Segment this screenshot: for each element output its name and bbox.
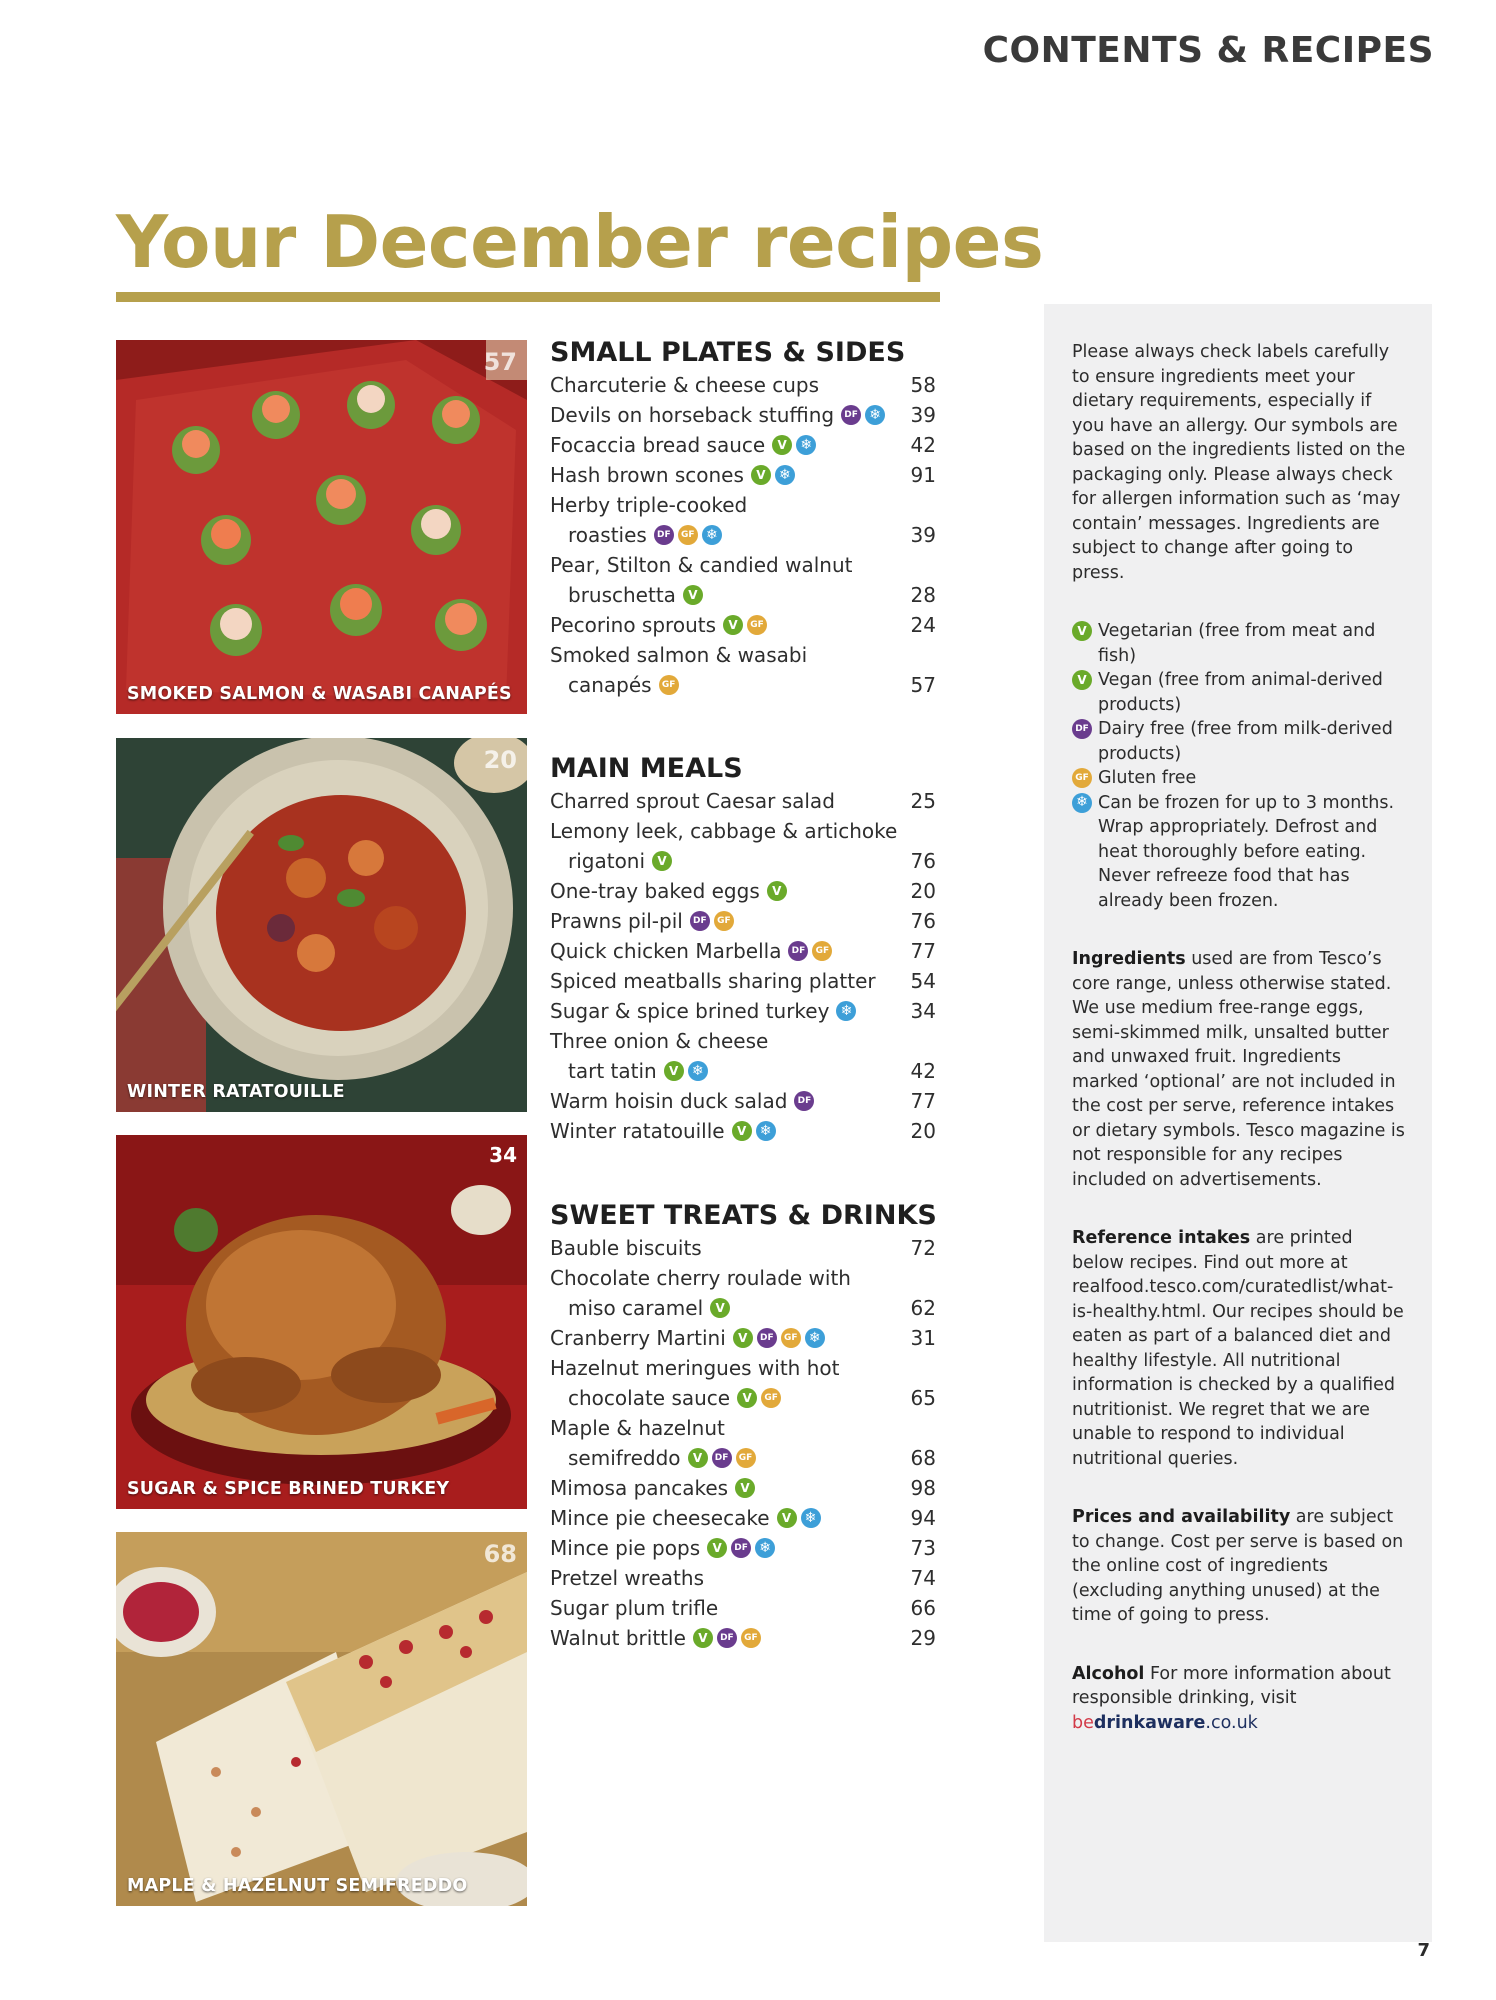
recipe-name (550, 906, 734, 936)
recipe-page-number: 76 (910, 849, 936, 873)
title-rule (116, 292, 940, 302)
recipe-entry[interactable] (550, 1116, 936, 1146)
vegetarian-icon: V (767, 881, 787, 901)
prices-text: are subject to change. Cost per serve is based on the online cost of ingredients (excluding anything unused) at the time of going to press. (1072, 1507, 1404, 1625)
recipe-page-number: 29 (910, 1626, 936, 1650)
snowflake-icon: ❄ (702, 525, 722, 545)
recipe-page-number: 94 (910, 1506, 936, 1530)
section-heading: MAIN MEALS (550, 753, 743, 784)
vegetarian-icon: V (732, 1121, 752, 1141)
recipe-entry[interactable] (550, 1593, 936, 1623)
recipe-name (550, 430, 816, 460)
recipe-entry[interactable] (550, 966, 936, 996)
recipe-entry[interactable] (550, 1086, 936, 1116)
recipe-entry[interactable] (550, 906, 936, 936)
snowflake-icon: ❄ (801, 1508, 821, 1528)
section-sweet-treats-drinks (550, 1199, 936, 1653)
recipe-page-number: 42 (910, 433, 936, 457)
ingredients-note (1072, 947, 1408, 1192)
recipe-page-number: 77 (910, 1089, 936, 1113)
recipe-name (550, 460, 795, 490)
vegetarian-icon: V (683, 585, 703, 605)
vegetarian-icon: V (737, 1388, 757, 1408)
snowflake-icon: ❄ (865, 405, 885, 425)
gluten-free-icon: GF (781, 1328, 801, 1348)
canapes-illustration (116, 340, 527, 714)
section-label: CONTENTS & RECIPES (982, 30, 1434, 71)
gluten-free-icon: GF (741, 1628, 761, 1648)
recipe-name (550, 1323, 825, 1353)
recipe-name-line: Sugar plum trifle (550, 1596, 719, 1620)
recipe-name-line: Charred sprout Caesar salad (550, 789, 835, 813)
photo-page-number: 68 (483, 1540, 517, 1568)
recipe-name-line: Herby triple-cooked (550, 493, 748, 517)
recipe-name (550, 1503, 821, 1533)
recipe-page-number: 68 (910, 1446, 936, 1470)
recipe-page-number: 62 (910, 1296, 936, 1320)
recipe-name-line: Cranberry Martini (550, 1326, 726, 1350)
dairy-free-icon: DF (712, 1448, 732, 1468)
recipe-entry[interactable] (550, 1563, 936, 1593)
legend-dairy-free (1072, 717, 1408, 766)
recipe-name-line: Smoked salmon & wasabi (550, 643, 808, 667)
vegetarian-icon: V (772, 435, 792, 455)
recipe-page-number: 73 (910, 1536, 936, 1560)
recipe-name-line: Maple & hazelnut (550, 1416, 725, 1440)
recipe-entry[interactable] (550, 550, 936, 610)
recipe-name-line: Winter ratatouille (550, 1119, 725, 1143)
recipe-name-line: Charcuterie & cheese cups (550, 373, 820, 397)
recipe-page-number: 58 (910, 373, 936, 397)
recipe-name (550, 1623, 761, 1653)
recipe-name-line: miso caramel (568, 1296, 704, 1320)
recipe-name (550, 786, 835, 816)
recipe-page-number: 66 (910, 1596, 936, 1620)
allergy-notice: Please always check labels carefully to ensure ingredients meet your dietary requirements, especially if you have an allergy. Our symbols are based on the ingredients listed on the packaging only. Please always check for allergen information such as ‘may contain’ messages. Ingredients are subject to change after going to press. (1072, 342, 1406, 583)
recipe-page-number: 20 (910, 879, 936, 903)
recipe-entry[interactable] (550, 370, 936, 400)
recipe-name-line: Devils on horseback stuffing (550, 403, 835, 427)
legend-freezable (1072, 791, 1408, 914)
turkey-illustration (116, 1135, 527, 1509)
recipe-page-number: 25 (910, 789, 936, 813)
recipe-name (550, 1263, 851, 1323)
info-panel (1044, 304, 1432, 1942)
recipe-name-line: Three onion & cheese (550, 1029, 769, 1053)
vegetarian-icon: V (652, 851, 672, 871)
snowflake-icon: ❄ (775, 465, 795, 485)
recipe-name (550, 1413, 756, 1473)
recipe-name-line: Chocolate cherry roulade with (550, 1266, 851, 1290)
recipe-name (550, 610, 767, 640)
legend-gluten-free (1072, 766, 1408, 791)
recipe-page-number: 76 (910, 909, 936, 933)
recipe-entry[interactable] (550, 1473, 936, 1503)
recipe-name (550, 1593, 718, 1623)
recipe-name-line: Mimosa pancakes (550, 1476, 729, 1500)
recipe-name-line: Hash brown scones (550, 463, 744, 487)
drinkaware-name: drinkaware (1093, 1712, 1206, 1733)
recipe-entry[interactable] (550, 1026, 936, 1086)
recipe-entry[interactable] (550, 1323, 936, 1353)
gluten-free-icon: GF (761, 1388, 781, 1408)
recipe-name (550, 640, 807, 700)
alcohol-text: For more information about responsible drinking, visit (1072, 1663, 1391, 1708)
recipe-entry[interactable] (550, 1503, 936, 1533)
recipe-page-number: 57 (910, 673, 936, 697)
recipe-entry[interactable] (550, 400, 936, 430)
snowflake-icon: ❄ (756, 1121, 776, 1141)
recipe-page-number: 34 (910, 999, 936, 1023)
legend-text: Dairy free (free from milk-derived products) (1098, 719, 1393, 764)
recipe-page-number: 39 (910, 403, 936, 427)
recipe-entry[interactable] (550, 1413, 936, 1473)
dairy-free-icon: DF (717, 1628, 737, 1648)
vegan-icon: V (693, 1628, 713, 1648)
vegan-icon: V (733, 1328, 753, 1348)
gluten-free-icon: GF (678, 525, 698, 545)
recipe-name-line: Hazelnut meringues with hot (550, 1356, 840, 1380)
dairy-free-icon: DF (731, 1538, 751, 1558)
legend-text: Vegan (free from animal-derived products) (1098, 670, 1383, 715)
recipe-entry[interactable] (550, 490, 936, 550)
recipe-page-number: 65 (910, 1386, 936, 1410)
dairy-free-icon: DF (788, 941, 808, 961)
recipe-name-line: canapés (568, 673, 652, 697)
symbol-legend (1072, 619, 1408, 913)
recipe-name-line: Pecorino sprouts (550, 613, 717, 637)
recipe-name (550, 1086, 814, 1116)
recipe-name-line: Warm hoisin duck salad (550, 1089, 788, 1113)
photo-page-number: 20 (483, 746, 517, 774)
snowflake-icon: ❄ (1072, 793, 1092, 813)
drinkaware-link[interactable] (1072, 1711, 1408, 1736)
recipe-name-line: Sugar & spice brined turkey (550, 999, 830, 1023)
recipe-page-number: 72 (910, 1236, 936, 1260)
recipe-name-line: chocolate sauce (568, 1386, 731, 1410)
recipe-name (550, 1233, 702, 1263)
legend-text: Vegetarian (free from meat and fish) (1098, 621, 1376, 666)
recipe-entry[interactable] (550, 610, 936, 640)
vegetarian-icon: V (707, 1538, 727, 1558)
recipe-name (550, 400, 885, 430)
page-title: Your December recipes (116, 200, 1044, 284)
photo-caption: SUGAR & SPICE BRINED TURKEY (127, 1479, 450, 1499)
recipe-entry[interactable] (550, 460, 936, 490)
recipe-name-line: tart tatin (568, 1059, 657, 1083)
recipe-page-number: 91 (910, 463, 936, 487)
dairy-free-icon: DF (794, 1091, 814, 1111)
alcohol-label: Alcohol (1072, 1663, 1145, 1684)
recipe-name-line: Quick chicken Marbella (550, 939, 782, 963)
recipe-entry[interactable] (550, 1533, 936, 1563)
snowflake-icon: ❄ (796, 435, 816, 455)
alcohol-note (1072, 1662, 1408, 1711)
prices-label: Prices and availability (1072, 1507, 1291, 1527)
page-number: 7 (1417, 1940, 1430, 1961)
section-small-plates-sides (550, 336, 936, 700)
recipe-entry[interactable] (550, 430, 936, 460)
reference-intakes-note (1072, 1226, 1408, 1471)
section-heading: SMALL PLATES & SIDES (550, 337, 906, 368)
photo-caption: SMOKED SALMON & WASABI CANAPÉS (127, 684, 512, 704)
vegetarian-icon: V (751, 465, 771, 485)
gluten-free-icon: GF (659, 675, 679, 695)
recipe-name-line: Prawns pil-pil (550, 909, 683, 933)
photo-brined-turkey[interactable] (116, 1135, 527, 1509)
recipe-name-line: Walnut brittle (550, 1626, 686, 1650)
recipe-name-line: Bauble biscuits (550, 1236, 702, 1260)
recipe-entry[interactable] (550, 786, 936, 816)
recipe-name-line: semifreddo (568, 1446, 681, 1470)
photo-winter-ratatouille[interactable] (116, 738, 527, 1112)
snowflake-icon: ❄ (805, 1328, 825, 1348)
reference-text: are printed below recipes. Find out more at realfood.tesco.com/curatedlist/what-is-healthy.html. Our recipes should be eaten as part of a balanced diet and healthy lifestyle. All nutritional information is checked by a qualified nutritionist. We regret that we are unable to respond to individual nutritional queries. (1072, 1228, 1404, 1469)
drinkaware-tld: .co.uk (1205, 1712, 1258, 1733)
recipe-entry[interactable] (550, 640, 936, 700)
photo-smoked-salmon-canapes[interactable] (116, 340, 527, 714)
photo-page-number: 34 (489, 1143, 517, 1167)
vegetarian-icon: V (1072, 621, 1092, 641)
gluten-free-icon: GF (1072, 768, 1092, 788)
vegetarian-icon: V (777, 1508, 797, 1528)
recipe-name (550, 1026, 768, 1086)
section-main-meals (550, 752, 936, 1146)
recipe-name-line: bruschetta (568, 583, 676, 607)
recipe-name-line: Focaccia bread sauce (550, 433, 766, 457)
reference-label: Reference intakes (1072, 1228, 1251, 1248)
section-heading: SWEET TREATS & DRINKS (550, 1200, 937, 1231)
recipe-name (550, 966, 876, 996)
snowflake-icon: ❄ (755, 1538, 775, 1558)
vegan-icon: V (688, 1448, 708, 1468)
photo-maple-hazelnut-semifreddo[interactable] (116, 1532, 527, 1906)
recipe-name (550, 370, 819, 400)
recipe-entry[interactable] (550, 1353, 936, 1413)
recipe-page-number: 77 (910, 939, 936, 963)
recipe-entry[interactable] (550, 1263, 936, 1323)
recipe-name (550, 1353, 839, 1413)
recipe-entry[interactable] (550, 1233, 936, 1263)
ratatouille-illustration (116, 738, 527, 1112)
gluten-free-icon: GF (747, 615, 767, 635)
recipe-page-number: 24 (910, 613, 936, 637)
recipe-name-line: rigatoni (568, 849, 646, 873)
recipe-name-line: roasties (568, 523, 647, 547)
recipe-page-number: 20 (910, 1119, 936, 1143)
dairy-free-icon: DF (841, 405, 861, 425)
recipe-entry[interactable] (550, 816, 936, 876)
recipe-name (550, 1533, 775, 1563)
vegetarian-icon: V (710, 1298, 730, 1318)
recipe-entry[interactable] (550, 1623, 936, 1653)
recipe-name-line: Mince pie pops (550, 1536, 701, 1560)
recipe-page-number: 42 (910, 1059, 936, 1083)
photo-caption: WINTER RATATOUILLE (127, 1082, 345, 1102)
recipe-name (550, 550, 852, 610)
semifreddo-illustration (116, 1532, 527, 1906)
vegetarian-icon: V (723, 615, 743, 635)
legend-vegan (1072, 668, 1408, 717)
recipe-page-number: 31 (910, 1326, 936, 1350)
dairy-free-icon: DF (654, 525, 674, 545)
photo-page-number: 57 (483, 348, 517, 376)
recipe-entry[interactable] (550, 936, 936, 966)
recipe-name (550, 876, 787, 906)
legend-text: Can be frozen for up to 3 months. Wrap appropriately. Defrost and heat thoroughly before eating. Never refreeze food that has already been frozen. (1098, 792, 1395, 911)
recipe-name (550, 1473, 755, 1503)
snowflake-icon: ❄ (836, 1001, 856, 1021)
recipe-name (550, 490, 747, 550)
legend-text: Gluten free (1098, 768, 1197, 788)
recipe-name-line: Spiced meatballs sharing platter (550, 969, 876, 993)
recipe-entry[interactable] (550, 876, 936, 906)
ingredients-text: used are from Tesco’s core range, unless otherwise stated. We use medium free-range eggs, semi-skimmed milk, unsalted butter and unwaxed fruit. Ingredients marked ‘optional’ are not included in the cost per serve, reference intakes or dietary symbols. Tesco magazine is not responsible for any recipes included on advertisements. (1072, 949, 1405, 1190)
prices-note (1072, 1505, 1408, 1628)
recipe-name-line: Mince pie cheesecake (550, 1506, 770, 1530)
vegetarian-icon: V (664, 1061, 684, 1081)
dairy-free-icon: DF (757, 1328, 777, 1348)
drinkaware-be: be (1072, 1712, 1094, 1733)
recipe-entry[interactable] (550, 996, 936, 1026)
recipe-name (550, 936, 832, 966)
snowflake-icon: ❄ (688, 1061, 708, 1081)
ingredients-label: Ingredients (1072, 949, 1186, 969)
recipe-name-line: Pear, Stilton & candied walnut (550, 553, 853, 577)
recipe-page-number: 54 (910, 969, 936, 993)
recipe-page-number: 74 (910, 1566, 936, 1590)
recipe-name (550, 1116, 776, 1146)
photo-caption: MAPLE & HAZELNUT SEMIFREDDO (127, 1876, 468, 1896)
recipe-name (550, 996, 856, 1026)
dairy-free-icon: DF (690, 911, 710, 931)
recipe-name (550, 1563, 704, 1593)
gluten-free-icon: GF (812, 941, 832, 961)
gluten-free-icon: GF (736, 1448, 756, 1468)
vegan-icon: V (1072, 670, 1092, 690)
vegetarian-icon: V (735, 1478, 755, 1498)
dairy-free-icon: DF (1072, 719, 1092, 739)
recipe-page-number: 39 (910, 523, 936, 547)
gluten-free-icon: GF (714, 911, 734, 931)
recipe-page-number: 28 (910, 583, 936, 607)
legend-vegetarian (1072, 619, 1408, 668)
recipe-page-number: 98 (910, 1476, 936, 1500)
recipe-name (550, 816, 897, 876)
recipe-name-line: One-tray baked eggs (550, 879, 760, 903)
recipe-name-line: Lemony leek, cabbage & artichoke (550, 819, 898, 843)
recipe-name-line: Pretzel wreaths (550, 1566, 704, 1590)
